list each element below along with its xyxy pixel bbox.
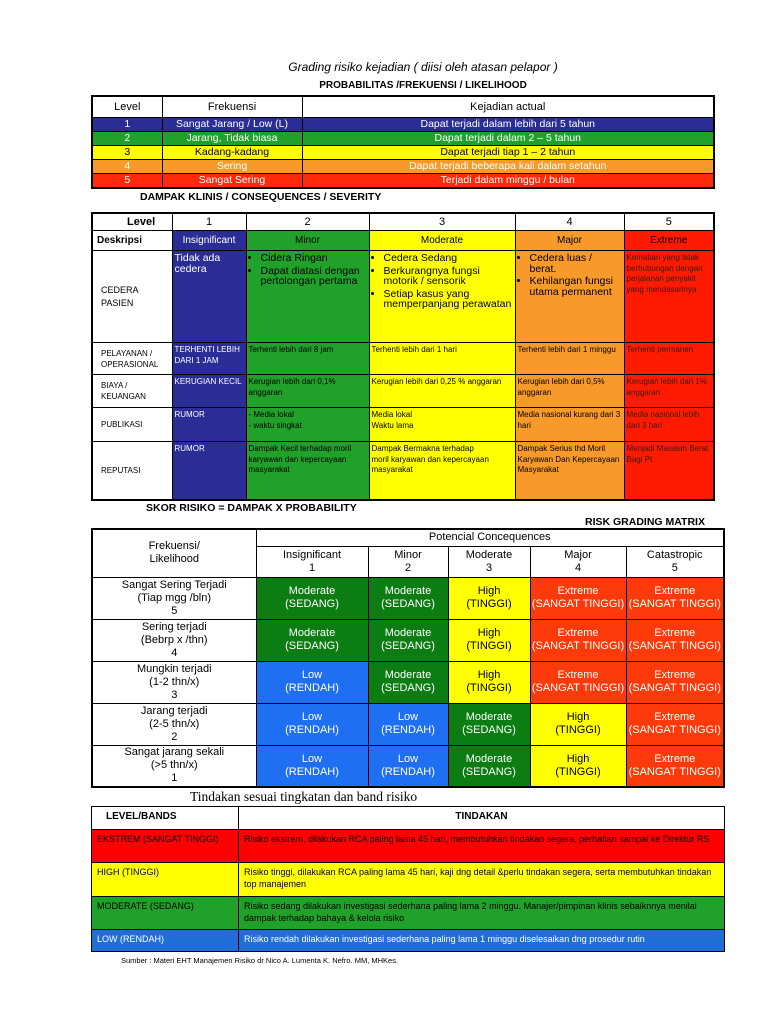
impact-desc: Major xyxy=(515,231,624,251)
matrix-cell: Low (RENDAH) xyxy=(256,703,368,745)
cedera-major: • Cedera luas / berat. • Kehilangan fungsi utama permanent xyxy=(515,251,624,343)
impact-desc-label: Deskripsi xyxy=(92,231,172,251)
actions-row xyxy=(92,863,725,897)
risk-matrix xyxy=(91,528,725,788)
matrix-col-header: Major 4 xyxy=(530,546,626,577)
matrix-row-label: Mungkin terjadi (1-2 thn/x) 3 xyxy=(92,661,256,703)
prob-frekuensi: Sangat Jarang / Low (L) xyxy=(162,118,302,132)
matrix-row xyxy=(92,661,724,703)
pelayanan-major: Terhenti lebih dari 1 minggu xyxy=(515,343,624,375)
prob-level: 4 xyxy=(92,160,162,174)
prob-level: 3 xyxy=(92,146,162,160)
band-label: MODERATE (SEDANG) xyxy=(92,897,239,930)
matrix-cell: Moderate (SEDANG) xyxy=(448,745,530,787)
matrix-cell: High (TINGGI) xyxy=(448,577,530,619)
col-header-tindakan: TINDAKAN xyxy=(239,807,725,830)
matrix-group-header: Potencial Concequences xyxy=(256,529,724,546)
matrix-cell: Extreme (SANGAT TINGGI) xyxy=(626,661,724,703)
matrix-cell: Extreme (SANGAT TINGGI) xyxy=(626,745,724,787)
col-header-bands: LEVEL/BANDS xyxy=(92,807,239,830)
matrix-col-header: Moderate 3 xyxy=(448,546,530,577)
reputasi-extreme: Menjadi Masalah Berat Bagi Pt xyxy=(624,442,714,500)
impact-desc: Extreme xyxy=(624,231,714,251)
row-label-cedera: CEDERA PASIEN xyxy=(92,251,172,343)
col-header-frekuensi: Frekuensi xyxy=(162,96,302,118)
matrix-row-header: Frekuensi/ Likelihood xyxy=(92,529,256,577)
biaya-extreme: Kerugian lebih dari 1% anggaran xyxy=(624,375,714,408)
matrix-cell: Low (RENDAH) xyxy=(256,661,368,703)
col-header-kejadian: Kejadian actual xyxy=(302,96,714,118)
row-label-pelayanan: PELAYANAN / OPERASIONAL xyxy=(92,343,172,375)
matrix-row xyxy=(92,745,724,787)
pelayanan-insignificant: TERHENTI LEBIH DARI 1 JAM xyxy=(172,343,246,375)
prob-frekuensi: Sering xyxy=(162,160,302,174)
prob-level: 2 xyxy=(92,132,162,146)
matrix-cell: Low (RENDAH) xyxy=(256,745,368,787)
band-label: HIGH (TINGGI) xyxy=(92,863,239,897)
matrix-cell: Moderate (SEDANG) xyxy=(368,661,448,703)
prob-kejadian: Dapat terjadi tiap 1 – 2 tahun xyxy=(302,146,714,160)
matrix-cell: High (TINGGI) xyxy=(530,703,626,745)
band-action: Risiko rendah dilakukan investigasi sederhana paling lama 1 minggu diselesaikan dng prosedur rutin xyxy=(239,930,725,952)
matrix-row xyxy=(92,703,724,745)
skor-label: SKOR RISIKO = DAMPAK X PROBABILITY xyxy=(146,502,357,514)
probability-heading: PROBABILITAS /FREKUENSI / LIKELIHOOD xyxy=(319,80,527,91)
reputasi-minor: Dampak Kecil terhadap moril karyawan dan kepercayaan masyarakat xyxy=(246,442,369,500)
probability-row xyxy=(92,146,714,160)
row-label-biaya: BIAYA / KEUANGAN xyxy=(92,375,172,408)
band-action: Risiko sedang dilakukan investigasi sederhana paling lama 2 minggu. Manajer/pimpinan klinis sebaiknnya menilai dampak terhadap bahaya & kelola risiko xyxy=(239,897,725,930)
biaya-minor: Kerugian lebih dari 0,1% anggaran xyxy=(246,375,369,408)
band-label: LOW (RENDAH) xyxy=(92,930,239,952)
row-label-reputasi: REPUTASI xyxy=(92,442,172,500)
biaya-moderate: Kerugian lebih dari 0,25 % anggaran xyxy=(369,375,515,408)
probability-row xyxy=(92,118,714,132)
matrix-row-label: Sangat Sering Terjadi (Tiap mgg /bln) 5 xyxy=(92,577,256,619)
impact-level: 3 xyxy=(369,213,515,231)
pelayanan-extreme: Terhenti permanen xyxy=(624,343,714,375)
cedera-moderate: • Cedera Sedang • Berkurangnya fungsi motorik / sensorik • Setiap kasus yang memperpanjang perawatan xyxy=(369,251,515,343)
publikasi-major: Media nasional kurang dari 3 hari xyxy=(515,408,624,442)
actions-row xyxy=(92,830,725,863)
matrix-cell: Moderate (SEDANG) xyxy=(368,577,448,619)
prob-level: 5 xyxy=(92,174,162,189)
prob-kejadian: Terjadi dalam minggu / bulan xyxy=(302,174,714,189)
matrix-col-header: Minor 2 xyxy=(368,546,448,577)
impact-level: 4 xyxy=(515,213,624,231)
probability-row xyxy=(92,174,714,189)
impact-level: 5 xyxy=(624,213,714,231)
band-action: Risiko tinggi, dilakukan RCA paling lama 45 hari, kaji dng detail &perlu tindakan segera, serta membutuhkan tindakan top manajemen xyxy=(239,863,725,897)
biaya-major: Kerugian lebih dari 0,5% anggaran xyxy=(515,375,624,408)
matrix-cell: High (TINGGI) xyxy=(530,745,626,787)
matrix-cell: High (TINGGI) xyxy=(448,661,530,703)
prob-frekuensi: Sangat Sering xyxy=(162,174,302,189)
matrix-row-label: Sangat jarang sekali (>5 thn/x) 1 xyxy=(92,745,256,787)
col-header-level: Level xyxy=(92,96,162,118)
matrix-col-header: Insignificant 1 xyxy=(256,546,368,577)
matrix-row-label: Jarang terjadi (2-5 thn/x) 2 xyxy=(92,703,256,745)
matrix-cell: Moderate (SEDANG) xyxy=(256,619,368,661)
actions-title: Tindakan sesuai tingkatan dan band risiko xyxy=(190,789,418,804)
matrix-cell: Extreme (SANGAT TINGGI) xyxy=(530,577,626,619)
impact-heading: DAMPAK KLINIS / CONSEQUENCES / SEVERITY xyxy=(140,191,382,203)
impact-level-label: Level xyxy=(92,213,172,231)
impact-table xyxy=(91,212,715,501)
matrix-cell: Low (RENDAH) xyxy=(368,703,448,745)
matrix-cell: Low (RENDAH) xyxy=(368,745,448,787)
matrix-cell: Moderate (SEDANG) xyxy=(256,577,368,619)
prob-kejadian: Dapat terjadi dalam 2 – 5 tahun xyxy=(302,132,714,146)
prob-kejadian: Dapat terjadi beberapa kali dalam setahun xyxy=(302,160,714,174)
publikasi-extreme: Media nasional lebih dari 3 hari xyxy=(624,408,714,442)
matrix-cell: Extreme (SANGAT TINGGI) xyxy=(530,619,626,661)
prob-level: 1 xyxy=(92,118,162,132)
pelayanan-minor: Terhenti lebih dari 8 jam xyxy=(246,343,369,375)
page-title: Grading risiko kejadian ( diisi oleh atasan pelapor ) xyxy=(288,60,558,74)
cedera-minor: • Cidera Ringan • Dapat diatasi dengan pertolongan pertama xyxy=(246,251,369,343)
reputasi-moderate: Dampak Bermakna terhadap moril karyawan dan kepercayaan masyarakat xyxy=(369,442,515,500)
prob-kejadian: Dapat terjadi dalam lebih dari 5 tahun xyxy=(302,118,714,132)
matrix-cell: Extreme (SANGAT TINGGI) xyxy=(626,703,724,745)
actions-row xyxy=(92,930,725,952)
band-label: EKSTREM (SANGAT TINGGI) xyxy=(92,830,239,863)
biaya-insignificant: KERUGIAN KECIL xyxy=(172,375,246,408)
actions-row xyxy=(92,897,725,930)
matrix-row xyxy=(92,619,724,661)
matrix-cell: Extreme (SANGAT TINGGI) xyxy=(626,619,724,661)
prob-frekuensi: Jarang, Tidak biasa xyxy=(162,132,302,146)
cedera-insignificant: Tidak ada cedera xyxy=(172,251,246,343)
pelayanan-moderate: Terhenti lebih dari 1 hari xyxy=(369,343,515,375)
band-action: Risiko ekstrem, dilakukan RCA paling lama 45 hari, membutuhkan tindakan segera, perhatian sampai ke Direktur RS xyxy=(239,830,725,863)
row-label-publikasi: PUBLIKASI xyxy=(92,408,172,442)
probability-table xyxy=(91,95,715,189)
matrix-title: RISK GRADING MATRIX xyxy=(585,516,705,528)
source-note: Sumber : Materi EHT Manajemen Risiko dr Nico A. Lumenta K. Nefro. MM, MHKes. xyxy=(121,956,399,965)
cedera-extreme: Kematian yang tidak berhubungan dengan perjalanan penyakit yang mendasarinya xyxy=(624,251,714,343)
matrix-cell: Extreme (SANGAT TINGGI) xyxy=(626,577,724,619)
impact-level: 2 xyxy=(246,213,369,231)
matrix-row-label: Sering terjadi (Bebrp x /thn) 4 xyxy=(92,619,256,661)
impact-desc: Minor xyxy=(246,231,369,251)
impact-desc: Moderate xyxy=(369,231,515,251)
publikasi-insignificant: RUMOR xyxy=(172,408,246,442)
publikasi-minor: - Media lokal - waktu singkat xyxy=(246,408,369,442)
publikasi-moderate: Media lokal Waktu lama xyxy=(369,408,515,442)
matrix-col-header: Catastropic 5 xyxy=(626,546,724,577)
probability-row xyxy=(92,132,714,146)
reputasi-major: Dampak Serius thd Moril Karyawan Dan Kepercayaan Masyarakat xyxy=(515,442,624,500)
matrix-row xyxy=(92,577,724,619)
reputasi-insignificant: RUMOR xyxy=(172,442,246,500)
matrix-cell: High (TINGGI) xyxy=(448,619,530,661)
prob-frekuensi: Kadang-kadang xyxy=(162,146,302,160)
impact-desc: Insignificant xyxy=(172,231,246,251)
matrix-cell: Extreme (SANGAT TINGGI) xyxy=(530,661,626,703)
matrix-cell: Moderate (SEDANG) xyxy=(368,619,448,661)
actions-table xyxy=(91,806,725,952)
matrix-cell: Moderate (SEDANG) xyxy=(448,703,530,745)
impact-level: 1 xyxy=(172,213,246,231)
probability-row xyxy=(92,160,714,174)
